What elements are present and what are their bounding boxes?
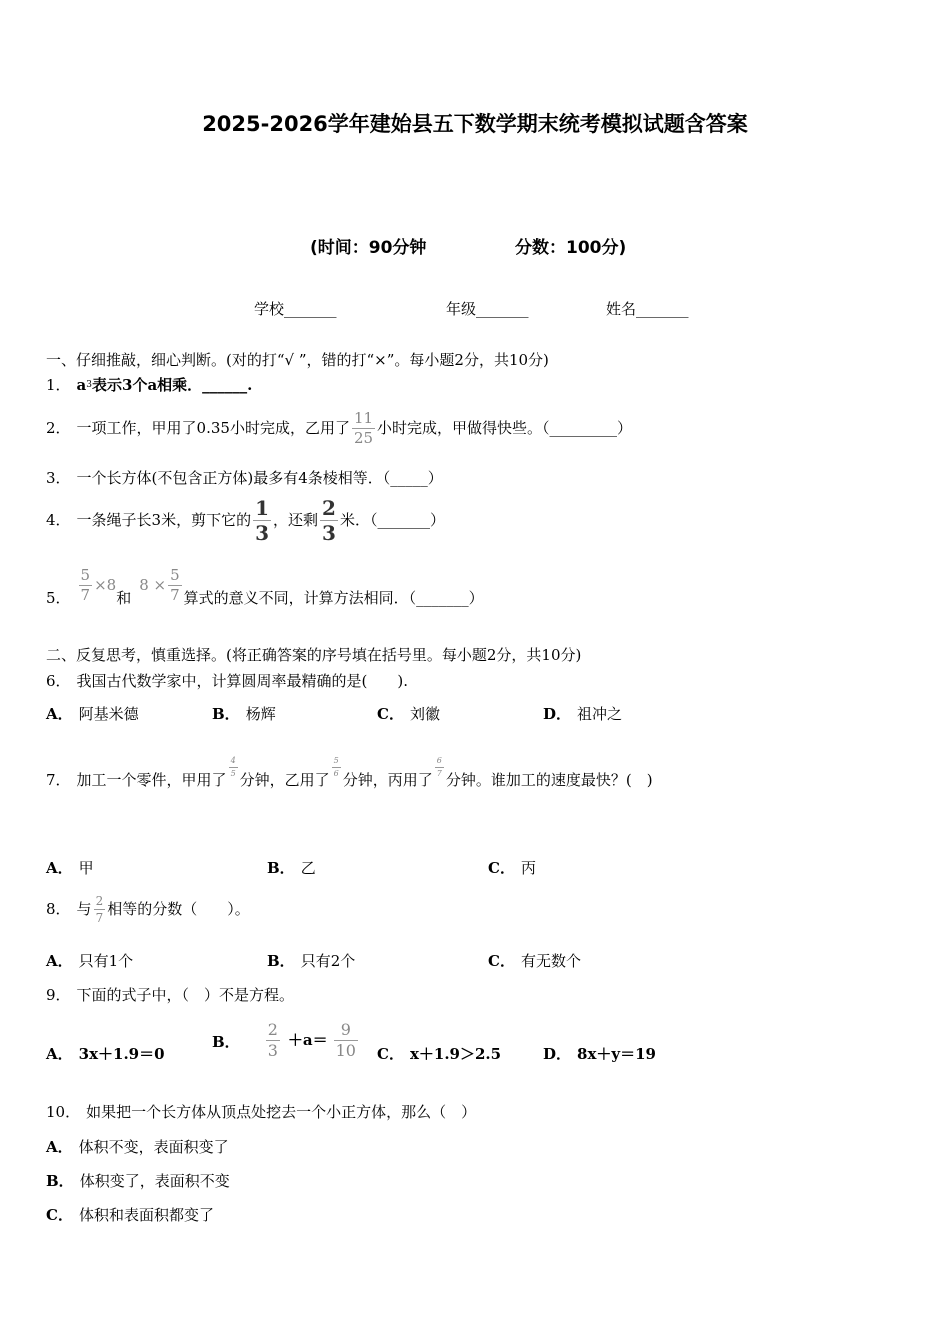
q9-option-b[interactable] (212, 1022, 360, 1059)
question-6 (46, 674, 408, 689)
q3-text: 一个长方体(不包含正方体)最多有4条棱相等．（_____） (76, 469, 443, 487)
option-text: 甲 (78, 859, 94, 877)
q4-f1-num: 1 (255, 496, 270, 520)
q7-f2-den: 6 (333, 769, 339, 778)
q1-exponent: 3 (86, 380, 93, 390)
q6-number: 6． (46, 672, 71, 690)
option-label: D． (543, 705, 572, 723)
q7-fraction-3 (435, 757, 444, 778)
q7-f2-num: 5 (333, 756, 339, 765)
question-4 (46, 498, 445, 543)
option-text: 只有2个 (300, 952, 356, 970)
q5-f1-den: 7 (80, 586, 91, 604)
option-label: A． (46, 1138, 73, 1156)
question-9 (46, 988, 294, 1003)
grade-field[interactable]: 年级_______ (446, 300, 529, 318)
q4-fraction-2 (320, 498, 338, 543)
section2-header: 二、反复思考，慎重选择。(将正确答案的序号填在括号里。每小题2分，共10分) (46, 646, 582, 664)
q5-f2-num: 5 (170, 566, 180, 584)
option-label: B． (212, 1033, 240, 1051)
q6-option-c[interactable] (377, 707, 440, 722)
q4-pre: 一条绳子长3米，剪下它的 (76, 511, 252, 529)
q8-number: 8． (46, 900, 71, 918)
option-text: 乙 (300, 859, 316, 877)
question-7 (46, 747, 653, 788)
q7-option-b[interactable] (267, 861, 316, 876)
q8-f-num: 2 (95, 894, 104, 908)
q9b-f1-den: 3 (267, 1041, 278, 1060)
q9b-f2-den: 10 (335, 1041, 356, 1060)
q9-option-c[interactable] (377, 1047, 501, 1062)
q8-f-den: 7 (95, 911, 104, 925)
option-label: B． (46, 1172, 74, 1190)
section1-header: 一、仔细推敲，细心判断。(对的打“√ ”，错的打“×”。每小题2分，共10分) (46, 351, 549, 369)
option-text: 丙 (520, 859, 536, 877)
school-field[interactable]: 学校_______ (254, 300, 337, 318)
q7-f3-den: 7 (436, 769, 442, 778)
q2-frac-den: 25 (353, 429, 374, 447)
q7-option-c[interactable] (488, 861, 536, 876)
option-text: 体积和表面积都变了 (78, 1206, 214, 1224)
option-text: 体积不变，表面积变了 (78, 1138, 229, 1156)
question-1 (46, 378, 252, 393)
q10-text: 如果把一个长方体从顶点处挖去一个小正方体，那么（ ） (86, 1103, 477, 1121)
q2-pre: 一项工作，甲用了0.35小时完成，乙用了 (76, 419, 350, 437)
q5-fraction-1 (79, 568, 93, 603)
q9b-f2-num: 9 (340, 1020, 351, 1039)
option-label: B． (267, 952, 295, 970)
q4-f1-den: 3 (255, 521, 270, 545)
option-text: 只有1个 (78, 952, 134, 970)
q10-option-b[interactable] (46, 1174, 230, 1189)
q5-and: 和 (116, 589, 132, 607)
q7-option-a[interactable] (46, 861, 94, 876)
q9-option-d[interactable] (543, 1047, 656, 1062)
q6-option-a[interactable] (46, 707, 139, 722)
question-5 (46, 565, 484, 606)
q5-post: 算式的意义不同，计算方法相同．（_______） (183, 589, 484, 607)
q7-fraction-1 (229, 757, 238, 778)
name-field[interactable]: 姓名_______ (606, 300, 689, 318)
q6-option-b[interactable] (212, 707, 276, 722)
option-text: 杨辉 (245, 705, 276, 723)
q10-number: 10． (46, 1103, 81, 1121)
question-10 (46, 1105, 476, 1120)
frac-bar (332, 767, 341, 768)
option-label: C． (377, 1045, 404, 1063)
option-label: A． (46, 705, 73, 723)
option-label: A． (46, 859, 73, 877)
option-label: C． (488, 952, 515, 970)
q4-post: 米．（_______） (339, 511, 445, 529)
q4-fraction-1 (253, 498, 271, 543)
q2-fraction (352, 411, 375, 446)
option-label: A． (46, 952, 73, 970)
q7-post: 分钟。谁加工的速度最快？( ) (445, 771, 653, 789)
q8-option-a[interactable] (46, 954, 133, 969)
q7-pre: 加工一个零件，甲用了 (76, 771, 227, 789)
q8-post: 相等的分数（ ）。 (107, 900, 250, 918)
option-text: 3x＋1.9＝0 (78, 1045, 165, 1063)
q8-fraction (94, 895, 106, 924)
q1-base: a (76, 376, 87, 394)
option-label: B． (267, 859, 295, 877)
q9b-mid: ＋a＝ (287, 1031, 328, 1049)
q6-option-d[interactable] (543, 707, 622, 722)
option-label: C． (377, 705, 404, 723)
q5-times-8: ×8 (94, 576, 117, 594)
q10-option-c[interactable] (46, 1208, 214, 1223)
question-2 (46, 411, 632, 446)
q4-f2-num: 2 (322, 496, 336, 520)
q1-number: 1． (46, 376, 71, 394)
exam-score: 分数：100分) (515, 238, 627, 258)
q8-option-c[interactable] (488, 954, 581, 969)
q9-number: 9． (46, 986, 71, 1004)
q7-b: 分钟，丙用了 (342, 771, 433, 789)
option-text: 刘徽 (409, 705, 440, 723)
q9b-fraction-2 (334, 1022, 358, 1059)
option-label: C． (488, 859, 515, 877)
q6-text: 我国古代数学家中，计算圆周率最精确的是( ). (76, 672, 409, 690)
frac-bar (229, 767, 238, 768)
q7-fraction-2 (332, 757, 341, 778)
q2-number: 2． (46, 419, 71, 437)
option-label: C． (46, 1206, 73, 1224)
option-text: x＋1.9＞2.5 (409, 1045, 502, 1063)
option-text: 阿基米德 (78, 705, 139, 723)
q7-number: 7． (46, 771, 71, 789)
q5-eight-times: 8 × (139, 576, 167, 594)
option-text: 有无数个 (520, 952, 581, 970)
q1-text: 表示3个a相乘．______. (92, 376, 253, 394)
page-title: 2025-2026学年建始县五下数学期末统考模拟试题含答案 (202, 112, 748, 136)
exam-time: (时间：90分钟 (310, 238, 427, 258)
option-text: 体积变了，表面积不变 (79, 1172, 230, 1190)
q5-fraction-2 (168, 568, 182, 603)
q9-option-a[interactable] (46, 1047, 165, 1062)
q4-f2-den: 3 (322, 521, 336, 545)
q4-number: 4． (46, 511, 71, 529)
q10-option-a[interactable] (46, 1140, 229, 1155)
option-text: 8x＋y＝19 (577, 1045, 656, 1063)
frac-bar (94, 909, 106, 910)
option-text: 祖冲之 (577, 705, 623, 723)
q9b-f1-num: 2 (267, 1020, 278, 1039)
q4-mid: ，还剩 (273, 511, 319, 529)
q2-frac-num: 11 (353, 409, 374, 427)
q9-text: 下面的式子中，（ ）不是方程。 (76, 986, 295, 1004)
q5-f1-num: 5 (80, 566, 91, 584)
option-label: B． (212, 705, 240, 723)
question-3 (46, 471, 443, 486)
q8-option-b[interactable] (267, 954, 355, 969)
question-8 (46, 895, 250, 924)
q2-post: 小时完成，甲做得快些。（_________） (377, 419, 633, 437)
q7-f1-num: 4 (230, 756, 236, 765)
q7-f3-num: 6 (436, 756, 442, 765)
frac-bar (435, 767, 444, 768)
q3-number: 3． (46, 469, 71, 487)
q7-a: 分钟，乙用了 (239, 771, 330, 789)
q9b-fraction-1 (266, 1022, 280, 1059)
q5-f2-den: 7 (170, 586, 180, 604)
option-label: D． (543, 1045, 572, 1063)
option-label: A． (46, 1045, 73, 1063)
q8-pre: 与 (76, 900, 92, 918)
q7-f1-den: 5 (230, 769, 236, 778)
q5-number: 5． (46, 589, 71, 607)
